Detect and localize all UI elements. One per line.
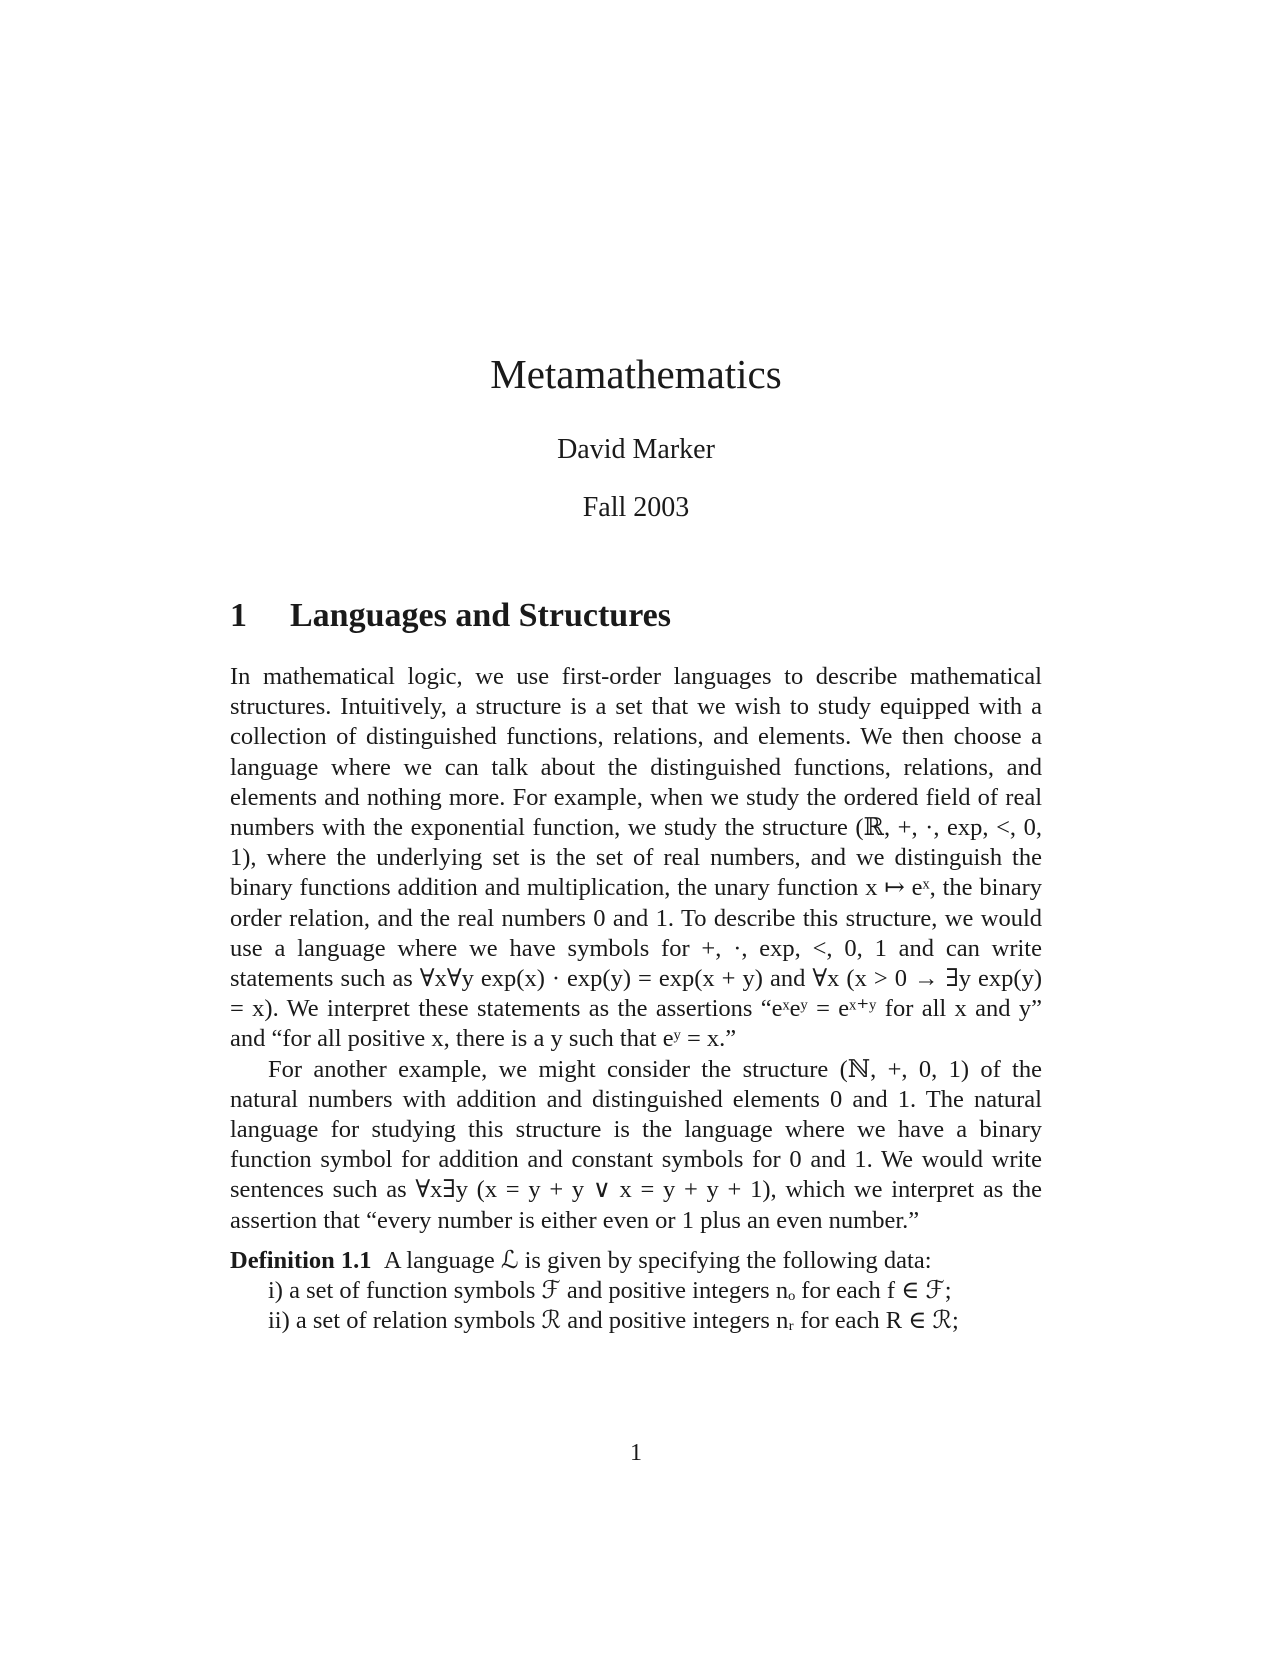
- definition-text: A language ℒ is given by specifying the following data:: [383, 1246, 932, 1274]
- document-title: Metamathematics: [490, 351, 782, 397]
- section-heading: [230, 597, 1042, 635]
- section-body: [230, 662, 1042, 1336]
- definition-item-1: i) a set of function symbols ℱ and positive integers nₒ for each f ∈ ℱ;: [268, 1277, 952, 1305]
- paragraph-2: For another example, we might consider the structure (ℕ, +, 0, 1) of the natural numbers with addition and distinguished elements 0 and 1. The natural language for studying this structure is the language where we have a binary function symbol for addition and constant symbols for 0 and 1. We would write sentences such as ∀x∃y (x = y + y ∨ x = y + y + 1), which we interpret as the assertion that “every number is either even or 1 plus an even number.”: [230, 1055, 1042, 1234]
- document-page: [230, 0, 1042, 1656]
- paragraph-1: In mathematical logic, we use first-order languages to describe mathematical structures. Intuitively, a structure is a set that we wish to study equipped with a collection of distinguished functions, relations, and elements. We then choose a language where we can talk about the distinguished functions, relations, and elements and nothing more. For example, when we study the ordered field of real numbers with the exponential function, we study the structure (ℝ, +, ·, exp, <, 0, 1), where the underlying set is the set of real numbers, and we distinguish the binary functions addition and multiplication, the unary function x ↦ eˣ, the binary order relation, and the real numbers 0 and 1. To describe this structure, we would use a language where we have symbols for +, ·, exp, <, 0, 1 and can write statements such as ∀x∀y exp(x) · exp(y) = exp(x + y) and ∀x (x > 0 → ∃y exp(y) = x). We interpret these statements as the assertions “eˣeʸ = eˣ⁺ʸ for all x and y” and “for all positive x, there is a y such that eʸ = x.”: [230, 663, 1042, 1053]
- section-number: 1: [230, 597, 247, 634]
- document-author: David Marker: [557, 434, 715, 465]
- page-number: 1: [630, 1440, 642, 1466]
- definition-block: [230, 1246, 1042, 1337]
- definition-statement: [230, 1246, 1042, 1276]
- document-date: Fall 2003: [582, 492, 690, 523]
- definition-item-2: ii) a set of relation symbols ℛ and positive integers nᵣ for each R ∈ ℛ;: [268, 1307, 959, 1335]
- section-title: Languages and Structures: [290, 597, 671, 634]
- definition-label: Definition 1.1: [230, 1246, 372, 1274]
